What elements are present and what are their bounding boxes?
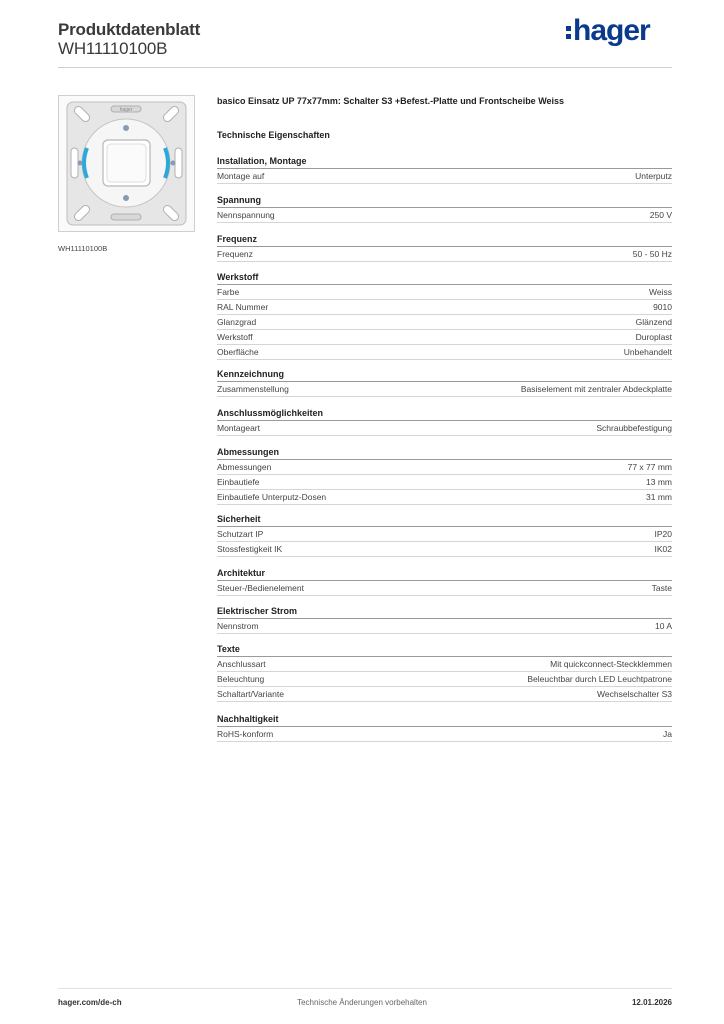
spec-section [217, 407, 672, 436]
spec-value: Duroplast [635, 332, 672, 342]
image-caption: WH11110100B [58, 244, 108, 253]
spec-section [217, 233, 672, 262]
spec-row [217, 382, 672, 397]
spec-row [217, 315, 672, 330]
spec-value: Ja [663, 729, 672, 739]
spec-value: Schraubbefestigung [596, 423, 672, 433]
spec-label: Frequenz [217, 249, 253, 259]
spec-row [217, 581, 672, 596]
spec-label: Glanzgrad [217, 317, 257, 327]
spec-value: Wechselschalter S3 [597, 689, 672, 699]
spec-row [217, 657, 672, 672]
section-title: Elektrischer Strom [217, 605, 672, 619]
spec-value: Taste [651, 583, 672, 593]
tech-heading: Technische Eigenschaften [217, 130, 330, 140]
header-divider [58, 67, 672, 68]
spec-value: 13 mm [646, 477, 672, 487]
article-number: WH11110100B [58, 39, 168, 58]
section-title: Nachhaltigkeit [217, 713, 672, 727]
spec-value: 77 x 77 mm [627, 462, 672, 472]
spec-label: Nennspannung [217, 210, 275, 220]
image-label: hager [119, 107, 133, 113]
spec-value: Mit quickconnect-Steckklemmen [550, 659, 672, 669]
spec-label: Zusammenstellung [217, 384, 289, 394]
spec-value: 10 A [654, 621, 672, 631]
spec-row [217, 490, 672, 505]
spec-row [217, 727, 672, 742]
spec-section [217, 567, 672, 596]
spec-value: IK02 [654, 544, 672, 554]
spec-value: 9010 [653, 302, 672, 312]
spec-value: 31 mm [646, 492, 672, 502]
spec-section [217, 368, 672, 397]
spec-section [217, 155, 672, 184]
spec-row [217, 619, 672, 634]
product-description: basico Einsatz UP 77x77mm: Schalter S3 +Befest.-Platte und Frontscheibe Weiss [217, 96, 565, 106]
section-title: Sicherheit [217, 513, 672, 527]
spec-label: Einbautiefe [217, 477, 260, 487]
hager-logo [566, 14, 650, 48]
spec-row [217, 475, 672, 490]
spec-label: Werkstoff [217, 332, 253, 342]
spec-value: Weiss [649, 287, 672, 297]
spec-row [217, 330, 672, 345]
spec-row [217, 527, 672, 542]
spec-section [217, 446, 672, 505]
spec-label: RAL Nummer [217, 302, 269, 312]
section-title: Abmessungen [217, 446, 672, 460]
spec-value: 250 V [649, 210, 672, 220]
section-title: Architektur [217, 567, 672, 581]
spec-label: Montage auf [217, 171, 265, 181]
spec-row [217, 687, 672, 702]
spec-value: Basiselement mit zentraler Abdeckplatte [520, 384, 672, 394]
section-title: Frequenz [217, 233, 672, 247]
spec-label: Beleuchtung [217, 674, 265, 684]
spec-section [217, 643, 672, 702]
spec-row [217, 300, 672, 315]
page-title: Produktdatenblatt [58, 20, 201, 39]
spec-value: Beleuchtbar durch LED Leuchtpatrone [527, 674, 672, 684]
footer-date: 12.01.2026 [631, 998, 672, 1007]
spec-label: Nennstrom [217, 621, 259, 631]
section-title: Spannung [217, 194, 672, 208]
spec-value: Unbehandelt [623, 347, 672, 357]
spec-label: Stossfestigkeit IK [217, 544, 283, 554]
spec-label: Schutzart IP [217, 529, 264, 539]
footer-notice: Technische Änderungen vorbehalten [297, 998, 427, 1007]
spec-value: IP20 [654, 529, 672, 539]
section-title: Anschlussmöglichkeiten [217, 407, 672, 421]
switch-insert-icon [59, 96, 194, 231]
spec-value: Unterputz [635, 171, 672, 181]
spec-section [217, 605, 672, 634]
spec-label: Montageart [217, 423, 260, 433]
spec-label: Schaltart/Variante [217, 689, 284, 699]
spec-section [217, 194, 672, 223]
spec-row [217, 169, 672, 184]
footer-website[interactable]: hager.com/de-ch [58, 998, 122, 1007]
spec-row [217, 542, 672, 557]
spec-section [217, 271, 672, 360]
spec-label: Steuer-/Bedienelement [217, 583, 304, 593]
spec-row [217, 285, 672, 300]
section-title: Installation, Montage [217, 155, 672, 169]
spec-label: Abmessungen [217, 462, 272, 472]
section-title: Werkstoff [217, 271, 672, 285]
spec-label: Einbautiefe Unterputz-Dosen [217, 492, 327, 502]
spec-row [217, 672, 672, 687]
logo-dots-icon [566, 23, 571, 42]
logo-text: hager [573, 14, 650, 47]
footer-divider [58, 988, 672, 989]
spec-section [217, 513, 672, 557]
spec-row [217, 460, 672, 475]
spec-row [217, 421, 672, 436]
spec-row [217, 208, 672, 223]
spec-row [217, 247, 672, 262]
spec-value: Glänzend [635, 317, 672, 327]
spec-label: Oberfläche [217, 347, 259, 357]
spec-label: RoHS-konform [217, 729, 274, 739]
spec-row [217, 345, 672, 360]
section-title: Texte [217, 643, 672, 657]
spec-section [217, 713, 672, 742]
spec-label: Farbe [217, 287, 240, 297]
spec-label: Anschlussart [217, 659, 266, 669]
spec-value: 50 - 50 Hz [632, 249, 672, 259]
product-image [58, 95, 195, 232]
section-title: Kennzeichnung [217, 368, 672, 382]
